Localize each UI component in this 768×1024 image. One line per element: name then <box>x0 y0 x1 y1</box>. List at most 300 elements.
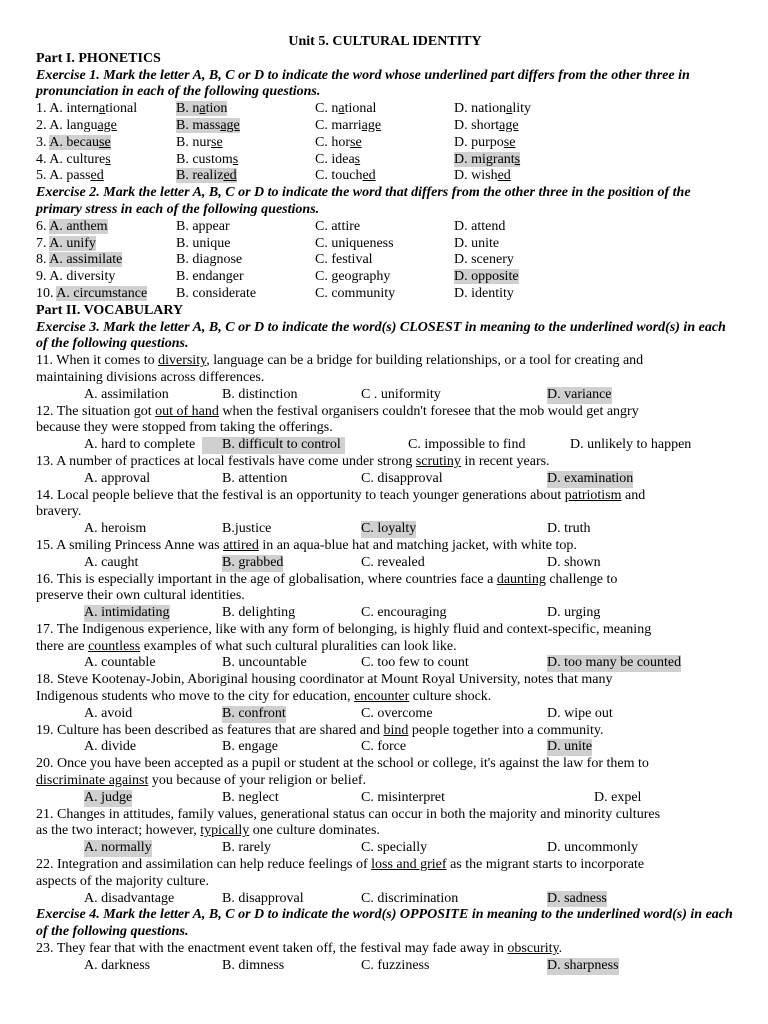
answer-option: C. impossible to find <box>408 437 526 453</box>
option-text: A. anthem <box>49 218 108 234</box>
answer-option <box>176 269 244 286</box>
word-part: short <box>471 117 500 133</box>
answer-option <box>176 286 256 303</box>
question-text-line <box>36 588 734 605</box>
answer-option: A. countable <box>84 655 156 671</box>
question-row <box>36 269 734 286</box>
question-number: 10. <box>36 285 57 301</box>
answer-option: D. uncommonly <box>547 840 638 856</box>
answer-options-row <box>36 840 734 857</box>
question-text-line <box>36 454 734 471</box>
question-number: 4. <box>36 151 50 167</box>
underlined-phrase: out of hand <box>155 403 219 419</box>
question-text-line <box>36 773 734 790</box>
question-text-line <box>36 639 734 656</box>
answer-option: A. divide <box>84 739 137 755</box>
answer-options-row <box>36 790 734 807</box>
question-row <box>36 219 734 236</box>
option-text: A. diversity <box>49 269 116 285</box>
answer-option: A. avoid <box>84 705 133 721</box>
answer-option <box>454 236 499 253</box>
question-text: in an aqua-blue hat and matching jacket, with white top. <box>258 537 577 553</box>
option-letter: A. <box>49 168 67 184</box>
answer-option: B. dimness <box>222 957 285 973</box>
exercise-2-instruction: Exercise 2. Mark the letter A, B, C or D to indicate the word that differs from the other three in the position of the primary stress in each of the following questions. <box>36 185 691 217</box>
answer-text <box>454 286 514 301</box>
option-letter: D. <box>454 151 472 167</box>
answer-text <box>315 236 394 251</box>
underlined-part: s <box>514 151 521 167</box>
answer-option: B. disapproval <box>222 890 304 906</box>
option-letter: C. <box>315 101 332 117</box>
question-text-line <box>36 874 734 891</box>
answer-option <box>315 101 376 118</box>
underlined-part: se <box>350 134 362 150</box>
option-text: D. unite <box>454 235 500 251</box>
underlined-phrase: discriminate against <box>36 773 149 789</box>
word-part: tion <box>205 101 228 117</box>
question-text-line <box>36 857 734 874</box>
answer-option: D. wipe out <box>547 705 613 721</box>
answer-text <box>176 236 230 251</box>
question-text-line <box>36 622 734 639</box>
underlined-phrase: patriotism <box>564 487 622 503</box>
question-text-line <box>36 538 734 555</box>
answer-option <box>36 252 122 269</box>
word-part: langu <box>66 117 98 133</box>
answer-option: C. encouraging <box>361 605 447 621</box>
answer-option: B. delighting <box>222 605 296 621</box>
answer-text <box>315 269 390 284</box>
answer-option: B. rarely <box>222 840 271 856</box>
underlined-part: age <box>220 117 240 133</box>
answer-text <box>49 152 110 167</box>
option-letter: D. <box>454 101 472 117</box>
word-part: wish <box>471 168 498 184</box>
question-text: 16. This is especially important in the age of globalisation, where countries face a <box>36 571 497 587</box>
question-text: 15. A smiling Princess Anne was <box>36 537 224 553</box>
underlined-phrase: loss and grief <box>371 857 447 873</box>
answer-option <box>36 152 111 169</box>
answer-option: D. sharpness <box>547 957 619 973</box>
part-heading-vocabulary: Part II. VOCABULARY <box>36 302 184 318</box>
question-text: culture shock. <box>409 689 492 705</box>
question-text-line <box>36 504 734 521</box>
underlined-part: ed <box>223 168 237 184</box>
question-text: you because of your religion or belief. <box>148 773 367 789</box>
answer-option <box>36 101 137 118</box>
answer-text <box>176 219 230 234</box>
answer-option <box>176 219 230 236</box>
underlined-part: se <box>211 134 223 150</box>
option-letter: B. <box>176 134 193 150</box>
question-text-line <box>36 404 734 421</box>
question-number: 1. <box>36 101 50 117</box>
answer-text <box>454 269 519 284</box>
answer-text <box>49 252 122 267</box>
answer-text <box>454 168 511 183</box>
answer-option: B.justice <box>222 521 272 537</box>
option-text: D. identity <box>454 285 514 301</box>
underlined-part: s <box>354 151 361 167</box>
question-text: Indigenous students who move to the city for education, <box>36 689 355 705</box>
answer-text <box>315 118 381 133</box>
exercise-3-questions <box>36 353 734 907</box>
answer-option: C . uniformity <box>361 386 441 402</box>
underlined-part: ed <box>497 168 511 184</box>
question-text: , language can be a bridge for building relationships, or a tool for creating and <box>206 353 644 369</box>
option-text: B. appear <box>176 218 230 234</box>
answer-text <box>49 118 117 133</box>
question-number: 5. <box>36 168 50 184</box>
word-part: becau <box>66 134 100 150</box>
answer-option: D. expel <box>594 789 642 805</box>
question-text: 20. Once you have been accepted as a pupil or student at the school or college, it's against the law for them to <box>36 756 649 772</box>
question-text: examples of what such cultural pluralities can look like. <box>140 638 457 654</box>
answer-option <box>454 135 515 152</box>
underlined-phrase: obscurity <box>507 941 559 957</box>
exercise-1-instruction: Exercise 1. Mark the letter A, B, C or D to indicate the word whose underlined part differs from the other three in pronunciation in each of the following questions. <box>36 67 690 100</box>
word-part: pass <box>66 168 91 184</box>
option-letter: C. <box>315 117 332 133</box>
question-text-line <box>36 353 734 370</box>
answer-text <box>454 152 520 167</box>
answer-option: D. too many be counted <box>547 655 682 671</box>
answer-text <box>49 101 137 116</box>
answer-option <box>36 269 115 286</box>
question-number: 3. <box>36 134 50 150</box>
option-letter: A. <box>49 117 67 133</box>
answer-option: D. examination <box>547 470 634 486</box>
answer-text <box>315 152 360 167</box>
question-text: preserve their own cultural identities. <box>36 588 245 604</box>
question-text: bravery. <box>36 504 82 520</box>
question-text: maintaining divisions across differences. <box>36 369 265 385</box>
answer-option: C. force <box>361 739 407 755</box>
underlined-part: ed <box>362 168 376 184</box>
answer-options-row <box>36 891 734 908</box>
answer-text <box>454 252 514 267</box>
answer-option: D. shown <box>547 554 601 570</box>
answer-text <box>49 168 103 183</box>
answer-options-row <box>36 958 734 975</box>
word-part: intern <box>66 101 100 117</box>
question-number: 6. <box>36 218 50 234</box>
exercise-1-questions <box>36 101 734 185</box>
underlined-part: a <box>99 101 106 117</box>
question-text: 14. Local people believe that the festival is an opportunity to teach younger generations about <box>36 487 565 503</box>
question-text-line <box>36 370 734 387</box>
answer-text <box>49 219 107 234</box>
question-text: as the migrant starts to incorporate <box>446 857 645 873</box>
underlined-phrase: diversity <box>158 353 207 369</box>
answer-option: B. distinction <box>222 386 298 402</box>
answer-option: D. sadness <box>547 890 607 906</box>
answer-option <box>176 252 242 269</box>
answer-option: C. fuzziness <box>361 957 430 973</box>
answer-option: C. too few to count <box>361 655 469 671</box>
answer-option: A. hard to complete <box>84 437 196 453</box>
answer-option: A. darkness <box>84 957 151 973</box>
answer-text <box>49 236 96 251</box>
answer-text <box>49 135 110 150</box>
question-row <box>36 236 734 253</box>
answer-options-row <box>36 387 734 404</box>
answer-text <box>315 286 395 301</box>
option-letter: B. <box>176 117 193 133</box>
answer-option: D. unlikely to happen <box>570 437 692 453</box>
question-number: 7. <box>36 235 50 251</box>
question-text: 11. When it comes to <box>36 353 159 369</box>
answer-option <box>315 118 381 135</box>
answer-text <box>454 118 519 133</box>
option-letter: C. <box>315 151 332 167</box>
word-part: lity <box>512 101 532 117</box>
word-part: nur <box>192 134 212 150</box>
underlined-part: age <box>361 117 382 133</box>
word-part: nation <box>471 101 507 117</box>
answer-options-row <box>36 521 734 538</box>
answer-option <box>176 168 237 185</box>
answer-option <box>454 168 511 185</box>
underlined-phrase: countless <box>88 638 141 654</box>
option-text: A. circumstance <box>56 285 148 301</box>
question-text: challenge to <box>545 571 618 587</box>
option-text: C. uniqueness <box>315 235 394 251</box>
answer-options-row <box>36 555 734 572</box>
word-part: purpo <box>471 134 504 150</box>
question-row <box>36 252 734 269</box>
answer-option: A. intimidating <box>84 605 170 621</box>
answer-option <box>36 286 147 303</box>
question-text-line <box>36 823 734 840</box>
answer-text <box>176 269 244 284</box>
question-text: . <box>558 941 563 957</box>
answer-options-row <box>36 605 734 622</box>
underlined-part: age <box>499 117 519 133</box>
word-part: tional <box>105 101 138 117</box>
word-part: idea <box>331 151 355 167</box>
question-text-line <box>36 723 734 740</box>
option-text: B. considerate <box>176 285 257 301</box>
word-part: migrant <box>471 151 515 167</box>
answer-options-row <box>36 706 734 723</box>
exercise-3-instruction: Exercise 3. Mark the letter A, B, C or D to indicate the word(s) CLOSEST in meaning to the underlined word(s) in each of the following questions. <box>36 319 726 352</box>
option-text: C. attire <box>315 218 361 234</box>
word-part: tional <box>344 101 377 117</box>
answer-option: C. loyalty <box>361 521 417 537</box>
question-text: 13. A number of practices at local festivals have come under strong <box>36 453 416 469</box>
option-text: C. community <box>315 285 396 301</box>
answer-option: D. variance <box>547 386 612 402</box>
exercise-2-questions <box>36 219 734 303</box>
exercise-4-instruction: Exercise 4. Mark the letter A, B, C or D to indicate the word(s) OPPOSITE in meaning to the underlined word(s) in each of the following questions. <box>36 907 733 940</box>
answer-option: B. neglect <box>222 789 279 805</box>
question-row <box>36 286 734 303</box>
answer-option <box>36 219 108 236</box>
answer-option: B. engage <box>222 739 278 755</box>
answer-option <box>315 252 373 269</box>
option-text: B. unique <box>176 235 231 251</box>
underlined-phrase: encounter <box>354 689 410 705</box>
underlined-phrase: bind <box>383 722 409 738</box>
question-row <box>36 101 734 118</box>
option-text: D. opposite <box>454 269 519 285</box>
answer-option: C. specially <box>361 840 428 856</box>
answer-text <box>176 152 238 167</box>
word-part: hor <box>331 134 351 150</box>
answer-text <box>315 101 376 116</box>
question-text: 22. Integration and assimilation can help reduce feelings of <box>36 857 372 873</box>
answer-option <box>176 236 230 253</box>
answer-option <box>36 118 117 135</box>
question-row <box>36 135 734 152</box>
underlined-part: se <box>503 134 516 150</box>
answer-options-row <box>36 471 734 488</box>
option-letter: D. <box>454 117 472 133</box>
answer-text <box>49 269 115 284</box>
question-text: 17. The Indigenous experience, like with any form of belonging, is highly fluid and context-specific, meaning <box>36 621 652 637</box>
question-number: 8. <box>36 252 50 268</box>
question-text: people together into a community. <box>408 722 604 738</box>
underlined-phrase: attired <box>223 537 259 553</box>
question-text: 19. Culture has been described as features that are shared and <box>36 722 384 738</box>
answer-option <box>315 219 360 236</box>
answer-option <box>454 101 531 118</box>
underlined-part: a <box>338 101 345 117</box>
answer-option: A. disadvantage <box>84 890 175 906</box>
answer-option <box>454 219 505 236</box>
answer-option: D. urging <box>547 605 601 621</box>
answer-option <box>315 152 360 169</box>
underlined-phrase: daunting <box>496 571 546 587</box>
question-row <box>36 118 734 135</box>
underlined-part: ed <box>90 168 104 184</box>
option-letter: C. <box>315 134 332 150</box>
part-heading-phonetics: Part I. PHONETICS <box>36 50 161 66</box>
option-letter: B. <box>176 168 193 184</box>
answer-text <box>454 219 505 234</box>
question-text: there are <box>36 638 89 654</box>
question-number: 9. <box>36 269 50 285</box>
word-part: mass <box>192 117 221 133</box>
word-part: custom <box>192 151 233 167</box>
option-letter: D. <box>454 134 472 150</box>
answer-text <box>176 101 227 116</box>
answer-option <box>454 269 519 286</box>
answer-text <box>176 252 242 267</box>
question-text: 18. Steve Kootenay-Jobin, Aboriginal housing coordinator at Mount Royal University, notes that many <box>36 672 613 688</box>
option-letter: A. <box>49 134 67 150</box>
answer-option: C. discrimination <box>361 890 459 906</box>
answer-option <box>454 286 514 303</box>
underlined-part: se <box>99 134 111 150</box>
answer-option <box>36 168 104 185</box>
page-title: Unit 5. CULTURAL IDENTITY <box>288 34 482 49</box>
question-row <box>36 168 734 185</box>
question-number: 2. <box>36 117 50 133</box>
underlined-part: s <box>105 151 111 167</box>
option-letter: D. <box>454 168 472 184</box>
option-letter: B. <box>176 101 193 117</box>
question-text: 12. The situation got <box>36 403 156 419</box>
option-letter: B. <box>176 151 193 167</box>
answer-option <box>315 168 376 185</box>
answer-text <box>176 168 237 183</box>
answer-option <box>315 236 394 253</box>
answer-options-row <box>36 655 734 672</box>
answer-option: B. attention <box>222 470 288 486</box>
answer-text <box>315 219 360 234</box>
option-text: D. scenery <box>454 252 514 268</box>
answer-option: B. uncountable <box>222 655 307 671</box>
option-letter: A. <box>49 151 67 167</box>
answer-options-row <box>36 437 734 454</box>
answer-text <box>315 135 362 150</box>
question-text: as the two interact; however, <box>36 823 201 839</box>
answer-option: D. truth <box>547 521 591 537</box>
underlined-part: age <box>97 117 117 133</box>
answer-option: A. normally <box>84 840 152 856</box>
question-text-line <box>36 488 734 505</box>
answer-option <box>454 152 520 169</box>
answer-option <box>176 152 238 169</box>
question-text: in recent years. <box>460 453 550 469</box>
answer-option: C. overcome <box>361 705 433 721</box>
answer-option: A. heroism <box>84 521 147 537</box>
underlined-phrase: typically <box>200 823 250 839</box>
answer-option <box>454 252 514 269</box>
answer-option: B. difficult to control <box>202 437 345 454</box>
option-text: C. geography <box>315 269 391 285</box>
question-text: one culture dominates. <box>249 823 380 839</box>
answer-option: A. approval <box>84 470 151 486</box>
option-text: D. attend <box>454 218 506 234</box>
question-text-line <box>36 572 734 589</box>
answer-option: A. assimilation <box>84 386 169 402</box>
underlined-part: s <box>232 151 239 167</box>
exercise-4-questions <box>36 941 734 975</box>
question-text-line <box>36 689 734 706</box>
answer-option: C. revealed <box>361 554 425 570</box>
answer-option <box>454 118 519 135</box>
option-letter: C. <box>315 168 332 184</box>
question-text-line <box>36 672 734 689</box>
question-text: because they were stopped from taking the offerings. <box>36 420 333 436</box>
answer-option <box>36 236 96 253</box>
word-part: marri <box>331 117 362 133</box>
option-letter: A. <box>49 101 67 117</box>
answer-option <box>315 286 395 303</box>
question-text: and <box>621 487 646 503</box>
answer-option: B. confront <box>222 705 286 721</box>
option-text: A. assimilate <box>49 252 123 268</box>
word-part: culture <box>66 151 106 167</box>
answer-option: B. grabbed <box>222 554 284 570</box>
question-text: when the festival organisers couldn't foresee that the mob would get angry <box>218 403 639 419</box>
answer-option <box>36 135 111 152</box>
answer-text <box>176 286 256 301</box>
underlined-part: a <box>506 101 513 117</box>
question-text-line <box>36 807 734 824</box>
answer-option: D. unite <box>547 739 593 755</box>
answer-text <box>454 135 515 150</box>
option-text: B. diagnose <box>176 252 243 268</box>
word-part: touch <box>331 168 363 184</box>
answer-option <box>176 135 223 152</box>
question-text: aspects of the majority culture. <box>36 873 209 889</box>
question-row <box>36 152 734 169</box>
